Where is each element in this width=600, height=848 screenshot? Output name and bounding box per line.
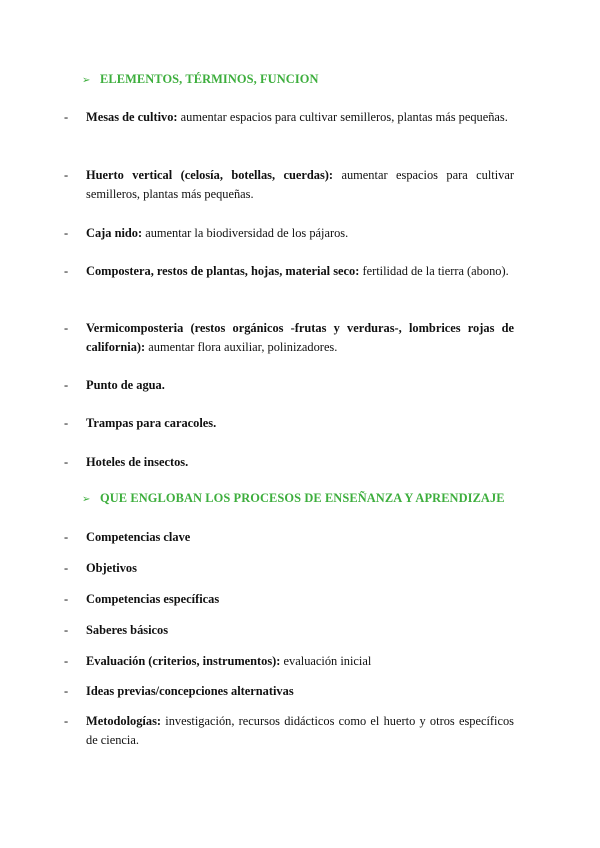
item-description: investigación, recursos didácticos como el huerto y otros específicos de ciencia. (86, 714, 514, 747)
item-description: aumentar espacios para cultivar semilleros, plantas más pequeñas. (177, 110, 508, 124)
list-item (64, 590, 514, 609)
dash-bullet: - (64, 592, 69, 606)
arrow-bullet-icon: ➢ (82, 75, 91, 86)
dash-bullet: - (64, 530, 69, 544)
item-description: fertilidad de la tierra (abono). (359, 264, 509, 278)
item-term: Saberes básicos (86, 623, 169, 637)
section-heading-elementos (82, 70, 319, 90)
list-item (64, 414, 514, 433)
item-description: aumentar flora auxiliar, polinizadores. (145, 340, 338, 354)
list-item (64, 528, 514, 547)
item-term: Vermicomposteria (restos orgánicos -frutas y verduras-, lombrices rojas de california): (86, 321, 514, 354)
dash-bullet: - (64, 110, 69, 124)
list-item (64, 166, 514, 204)
item-term: Ideas previas/concepciones alternativas (86, 684, 294, 698)
item-description: evaluación inicial (280, 654, 372, 668)
list-item (64, 682, 514, 701)
list-item (64, 453, 514, 472)
list-item (64, 262, 514, 281)
dash-bullet: - (64, 684, 69, 698)
item-term: Competencias específicas (86, 592, 220, 606)
list-item (64, 376, 514, 395)
dash-bullet: - (64, 264, 69, 278)
dash-bullet: - (64, 455, 69, 469)
item-term: Evaluación (criterios, instrumentos): (86, 654, 281, 668)
item-term: Huerto vertical (celosía, botellas, cuerdas): (86, 168, 334, 182)
section-title: QUE ENGLOBAN LOS PROCESOS DE ENSEÑANZA Y APRENDIZAJE (100, 491, 505, 505)
item-term: Compostera, restos de plantas, hojas, material seco: (86, 264, 360, 278)
section-heading-procesos (82, 489, 505, 509)
list-item (64, 652, 514, 671)
list-item (64, 108, 514, 127)
item-term: Objetivos (86, 561, 137, 575)
dash-bullet: - (64, 623, 69, 637)
dash-bullet: - (64, 321, 69, 335)
list-item (64, 621, 514, 640)
item-description: aumentar espacios para cultivar semilleros, plantas más pequeñas. (86, 168, 514, 201)
item-term: Caja nido: (86, 226, 143, 240)
dash-bullet: - (64, 561, 69, 575)
item-term: Hoteles de insectos. (86, 455, 189, 469)
item-term: Mesas de cultivo: (86, 110, 178, 124)
arrow-bullet-icon: ➢ (82, 494, 91, 505)
list-item (64, 319, 514, 357)
section-title: ELEMENTOS, TÉRMINOS, FUNCION (100, 72, 319, 86)
item-description: aumentar la biodiversidad de los pájaros. (142, 226, 349, 240)
list-item (64, 559, 514, 578)
item-term: Competencias clave (86, 530, 191, 544)
dash-bullet: - (64, 714, 69, 728)
item-term: Punto de agua. (86, 378, 165, 392)
dash-bullet: - (64, 654, 69, 668)
item-term: Metodologías: (86, 714, 162, 728)
dash-bullet: - (64, 416, 69, 430)
list-item (64, 712, 514, 750)
dash-bullet: - (64, 378, 69, 392)
dash-bullet: - (64, 226, 69, 240)
list-item (64, 224, 514, 243)
item-term: Trampas para caracoles. (86, 416, 217, 430)
dash-bullet: - (64, 168, 69, 182)
